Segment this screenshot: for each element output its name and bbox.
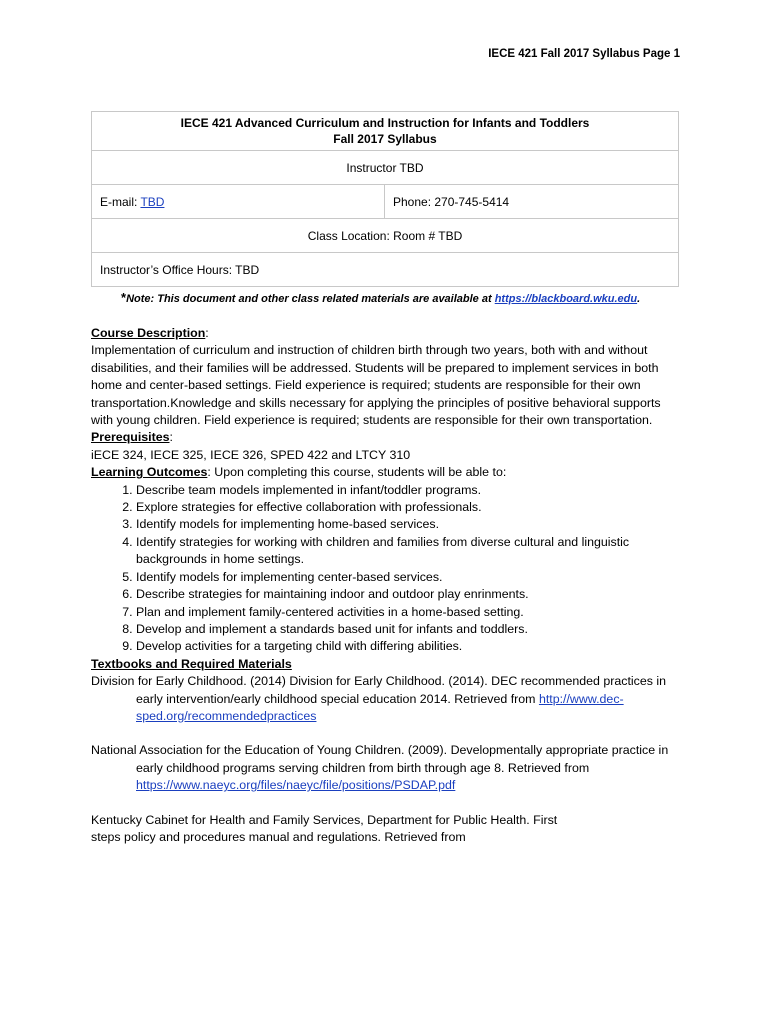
email-cell <box>92 185 385 219</box>
course-title-cell <box>92 112 679 151</box>
course-description-heading: Course Description: <box>91 326 209 340</box>
dec-link[interactable]: http://www.dec-sped.org/recommendedpractices <box>136 691 624 723</box>
email-label: E-mail: <box>100 194 141 209</box>
learning-outcomes-heading: Learning Outcomes: Upon completing this course, students will be able to: <box>91 465 507 480</box>
availability-note <box>121 290 640 305</box>
course-title: IECE 421 Advanced Curriculum and Instruction for Infants and Toddlers <box>180 116 590 130</box>
phone-cell: Phone: 270-745-5414 <box>385 185 679 219</box>
reference-dec: Division for Early Childhood. (2014) Division for Early Childhood. (2014). DEC recommended practices in early intervention/early childhood special education 2014. Retrieved from http://www.dec-sped.org/recommendedpractices <box>91 674 667 723</box>
instructor-cell: Instructor TBD <box>92 151 679 185</box>
syllabus-body <box>91 325 681 846</box>
course-info-table <box>91 111 679 287</box>
list-item: 6. Describe strategies for maintaining indoor and outdoor play enrinments. <box>136 586 681 603</box>
course-description-text: Implementation of curriculum and instruction of children birth through two years, both with and without disabilities, and their families will be addressed. Students will be prepared to implement services in both home and center-based settings. Field experience is required; students are responsible for their own transportation.Knowledge and skills necessary for applying the principles of positive behavioral supports with young children. Field experience is required; students are responsible for their own transportation. <box>91 343 661 428</box>
prerequisites-text: iECE 324, IECE 325, IECE 326, SPED 422 and LTCY 310 <box>91 447 411 462</box>
note-asterisk: * <box>121 290 127 305</box>
naeyc-link[interactable]: https://www.naeyc.org/files/naeyc/file/positions/PSDAP.pdf <box>136 778 456 793</box>
reference-naeyc: National Association for the Education of Young Children. (2009). Developmentally appropriate practice in early childhood programs serving children from birth through age 8. Retrieved from https://www.naeyc.org/files/naeyc/file/positions/PSDAP.pdf <box>91 743 669 793</box>
textbooks-heading: Textbooks and Required Materials <box>91 656 292 671</box>
learning-outcomes-list <box>91 482 681 656</box>
list-item: 1. Describe team models implemented in infant/toddler programs. <box>136 482 681 499</box>
reference-kentucky-line1: Kentucky Cabinet for Health and Family Services, Department for Public Health. First <box>91 812 558 827</box>
list-item: 5. Identify models for implementing center-based services. <box>136 569 681 586</box>
blackboard-link[interactable]: https://blackboard.wku.edu <box>494 293 638 305</box>
list-item: 3. Identify models for implementing home-based services. <box>136 516 681 533</box>
list-item: 8. Develop and implement a standards based unit for infants and toddlers. <box>136 621 681 638</box>
list-item: 9. Develop activities for a targeting child with differing abilities. <box>136 638 681 655</box>
office-hours-cell: Instructor’s Office Hours: TBD <box>92 253 679 287</box>
email-link[interactable]: TBD <box>140 194 165 209</box>
list-item: 4. Identify strategies for working with children and families from diverse cultural and linguistic backgrounds in home settings. <box>136 534 681 569</box>
list-item: 2. Explore strategies for effective collaboration with professionals. <box>136 499 681 516</box>
note-end: . <box>637 293 641 305</box>
class-location-cell: Class Location: Room # TBD <box>92 219 679 253</box>
note-text: Note: This document and other class related materials are available at <box>126 293 495 305</box>
list-item: 7. Plan and implement family-centered activities in a home-based setting. <box>136 604 681 621</box>
reference-kentucky-line2: steps policy and procedures manual and regulations. Retrieved from <box>91 829 466 844</box>
prerequisites-heading: Prerequisites: <box>91 430 173 445</box>
page-header: IECE 421 Fall 2017 Syllabus Page 1 <box>488 48 680 60</box>
semester-label: Fall 2017 Syllabus <box>333 132 437 146</box>
